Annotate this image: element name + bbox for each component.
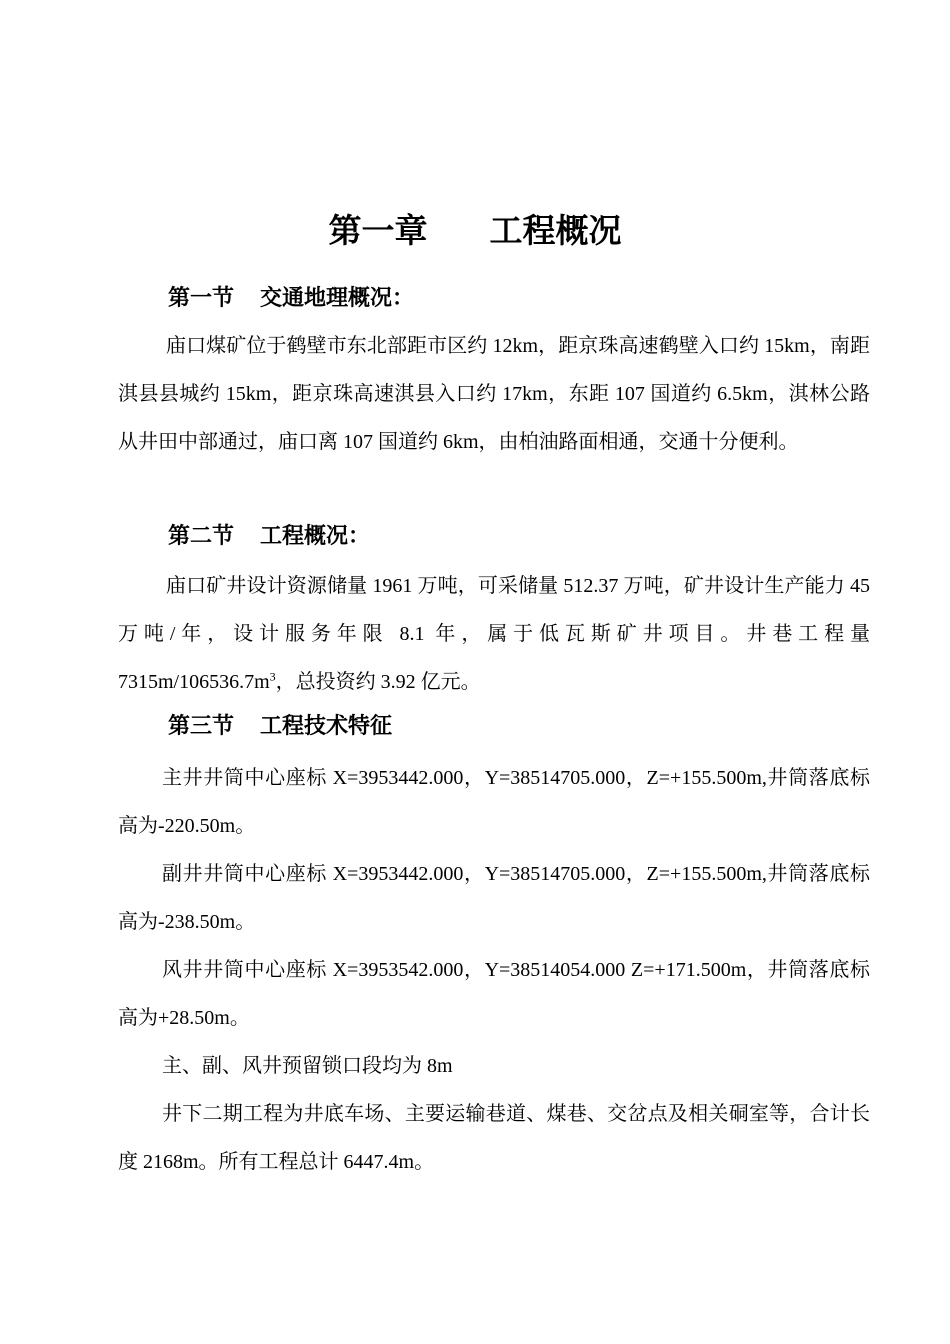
cubic-superscript: 3 — [269, 669, 276, 684]
section-number: 第二节 — [168, 524, 235, 549]
paragraph-ventilation-shaft: 风井井筒中心座标 X=3953542.000，Y=38514054.000 Z=+171.500m，井筒落底标高为+28.50m。 — [118, 959, 870, 1029]
paragraph-overview — [118, 562, 870, 706]
paragraph-phase-two: 井下二期工程为井底车场、主要运输巷道、煤巷、交岔点及相关硐室等，合计长度 2168m。所有工程总计 6447.4m。 — [118, 1103, 870, 1173]
chapter-title — [0, 205, 950, 257]
section-title: 交通地理概况： — [260, 286, 415, 311]
paragraph-main-shaft: 主井井筒中心座标 X=3953442.000，Y=38514705.000，Z=+155.500m,井筒落底标高为-220.50m。 — [118, 767, 870, 837]
chapter-name: 工程概况 — [489, 211, 622, 250]
section-number: 第一节 — [168, 286, 235, 311]
chapter-number: 第一章 — [328, 211, 428, 250]
overview-tail: ，总投资约 3.92 亿元。 — [275, 671, 481, 693]
section-heading-3 — [168, 712, 392, 742]
section-title: 工程技术特征 — [260, 714, 393, 739]
overview-text: 庙口矿井设计资源储量 1961 万吨，可采储量 512.37 万吨，矿井设计生产能力 45 万吨/年，设计服务年限 8.1 年，属于低瓦斯矿井项目。井巷工程量 7315m/106536.7m — [118, 575, 870, 693]
section-title: 工程概况： — [260, 524, 371, 549]
paragraph-traffic: 庙口煤矿位于鹤壁市东北部距市区约 12km，距京珠高速鹤壁入口约 15km，南距淇县县城约 15km，距京珠高速淇县入口约 17km，东距 107 国道约 6.5km，淇林公路从井田中部通过，庙口离 107 国道约 6km，由柏油路面相通，交通十分便利。 — [118, 335, 870, 453]
section-heading-2 — [168, 522, 370, 552]
section-number: 第三节 — [168, 714, 235, 739]
section-heading-1 — [168, 284, 414, 314]
paragraph-auxiliary-shaft: 副井井筒中心座标 X=3953442.000，Y=38514705.000，Z=+155.500m,井筒落底标高为-238.50m。 — [118, 863, 870, 933]
paragraph-lock-section: 主、副、风井预留锁口段均为 8m — [162, 1055, 453, 1077]
